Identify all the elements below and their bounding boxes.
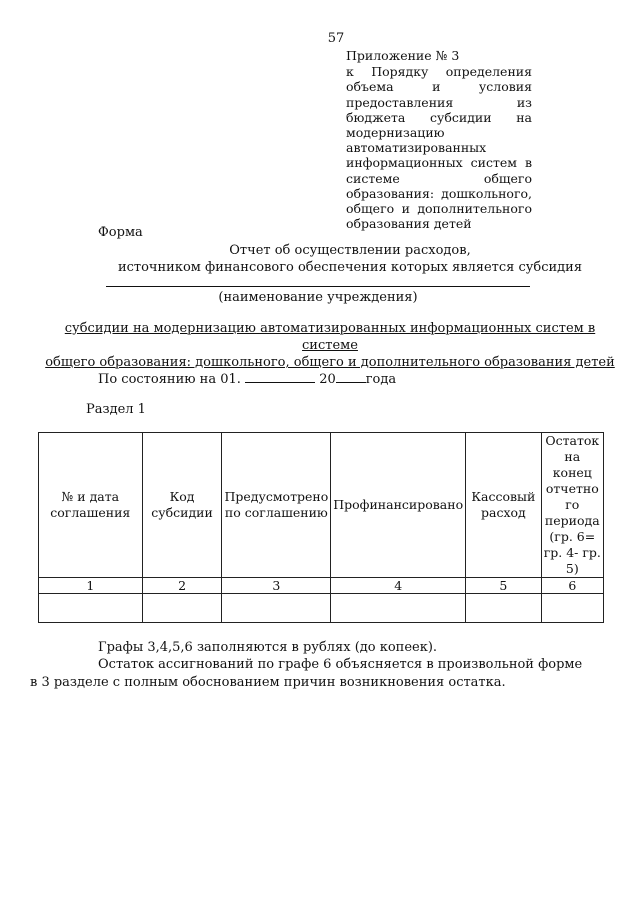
subsidy-title xyxy=(40,320,620,371)
institution-caption: (наименование учреждения) xyxy=(218,290,418,305)
page-number: 57 xyxy=(327,31,345,46)
table-cell[interactable] xyxy=(39,594,143,623)
year-blank xyxy=(336,370,366,383)
year-prefix: 20 xyxy=(319,372,336,387)
table-cell[interactable] xyxy=(142,594,222,623)
column-number-row xyxy=(39,578,604,594)
note-line2: Остаток ассигнований по графе 6 объясняется в произвольной форме xyxy=(98,657,583,672)
as-of-suffix: года xyxy=(365,372,397,387)
appendix-title: Приложение № 3 xyxy=(346,48,460,63)
header-agreement: № и дата соглашения xyxy=(39,433,143,578)
report-title-line2: источником финансового обеспечения которых является субсидия xyxy=(117,260,583,275)
header-financed: Профинансировано xyxy=(331,433,466,578)
subsidy-title-line1: субсидии на модернизацию автоматизированных информационных систем в системе xyxy=(64,321,596,353)
report-title xyxy=(100,242,600,276)
column-number: 2 xyxy=(142,578,222,594)
subsidy-title-line2: общего образования: дошкольного, общего и дополнительного образования детей xyxy=(45,355,615,370)
column-number: 6 xyxy=(541,578,603,594)
table-cell[interactable] xyxy=(466,594,541,623)
as-of-date xyxy=(98,370,396,387)
header-planned: Предусмотрено по соглашению xyxy=(222,433,331,578)
header-cash-expense: Кассовый расход xyxy=(466,433,541,578)
table-cell[interactable] xyxy=(331,594,466,623)
column-number: 3 xyxy=(222,578,331,594)
section-label: Раздел 1 xyxy=(86,402,146,417)
report-title-line1: Отчет об осуществлении расходов, xyxy=(229,243,471,258)
report-table xyxy=(38,432,604,623)
note-line1: Графы 3,4,5,6 заполняются в рублях (до копеек). xyxy=(98,640,438,655)
column-number: 5 xyxy=(466,578,541,594)
table-cell[interactable] xyxy=(541,594,603,623)
as-of-prefix: По состоянию на 01. xyxy=(98,372,241,387)
header-balance: Остаток на конец отчетно го периода (гр. 6= гр. 4- гр. 5) xyxy=(541,433,603,578)
form-label: Форма xyxy=(98,225,143,240)
appendix-text: к Порядку определения объема и условия предоставления из бюджета субсидии на модернизацию автоматизированных информационных систем в системе общего образования: дошкольного, общего и дополнительного образования детей xyxy=(346,64,532,232)
header-subsidy-code: Код субсидии xyxy=(142,433,222,578)
month-blank xyxy=(245,370,315,383)
note-line3: в 3 разделе с полным обоснованием причин возникновения остатка. xyxy=(30,675,506,690)
institution-name-line xyxy=(106,286,530,287)
column-number: 1 xyxy=(39,578,143,594)
table-row xyxy=(39,594,604,623)
column-number: 4 xyxy=(331,578,466,594)
table-header-row xyxy=(39,433,604,578)
appendix-block xyxy=(346,48,532,231)
table-cell[interactable] xyxy=(222,594,331,623)
